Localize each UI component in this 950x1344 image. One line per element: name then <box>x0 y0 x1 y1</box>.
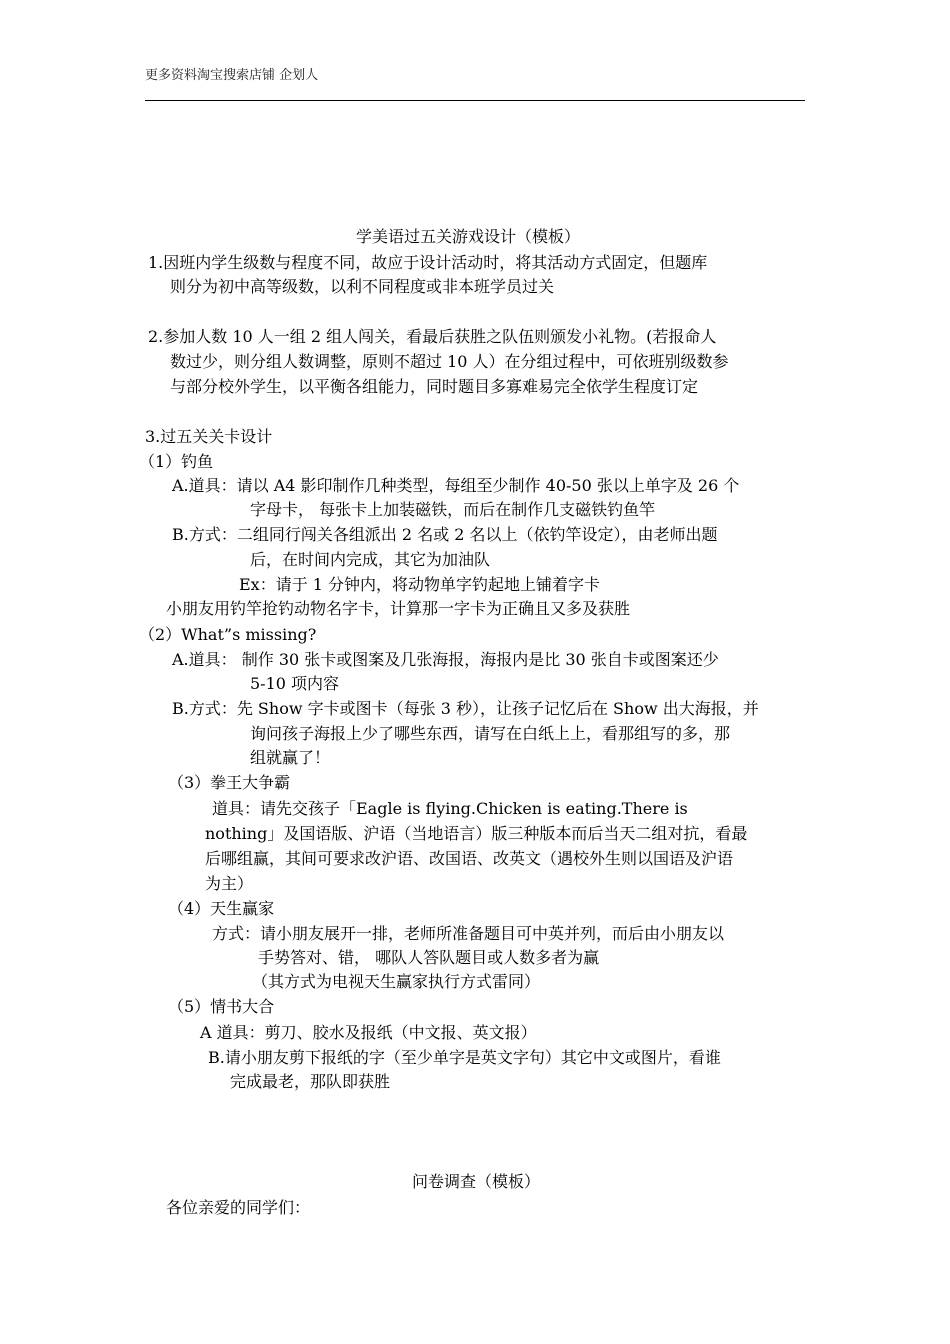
stage-5-props: A 道具：剪刀、胶水及报纸（中文报、英文报） <box>200 1023 537 1042</box>
stage-2-method-line-2: 询问孩子海报上少了哪些东西，请写在白纸上上，看那组写的多，那 <box>250 724 731 743</box>
stage-3-body-line-3: 后哪组赢，其间可要求改沪语、改国语、改英文（遇校外生则以国语及沪语 <box>205 849 734 868</box>
greeting: 各位亲爱的同学们： <box>166 1198 311 1217</box>
stage-3-body-line-4: 为主） <box>205 874 254 893</box>
paragraph-1-line-2: 则分为初中高等级数，以利不同程度或非本班学员过关 <box>170 277 555 296</box>
stage-2-method-line-3: 组就赢了！ <box>250 748 331 767</box>
stage-3-heading: （3）拳王大争霸 <box>168 773 291 792</box>
paragraph-2-line-1: 2.参加人数 10 人一组 2 组人闯关，看最后获胜之队伍则颁发小礼物。(若报命人 <box>148 327 717 346</box>
paragraph-2-line-3: 与部分校外学生，以平衡各组能力，同时题目多寡难易完全依学生程度订定 <box>170 377 699 396</box>
stage-5-method-line-2: 完成最老，那队即获胜 <box>230 1072 391 1091</box>
stage-1-props-line-2: 字母卡， 每张卡上加装磁铁，而后在制作几支磁铁钓鱼竿 <box>250 500 656 519</box>
stage-4-heading: （4）天生赢家 <box>168 899 275 918</box>
stage-2-props-line-2: 5-10 项内容 <box>250 674 340 693</box>
stage-1-method-line-2: 后，在时间内完成，其它为加油队 <box>250 550 491 569</box>
stage-3-body-line-1: 道具：请先交孩子「Eagle is flying.Chicken is eating.There is <box>212 799 688 818</box>
stage-2-method-line-1: B.方式：先 Show 字卡或图卡（每张 3 秒），让孩子记忆后在 Show 出大海报，并 <box>172 699 759 718</box>
paragraph-2-line-2: 数过少，则分组人数调整，原则不超过 10 人）在分组过程中，可依班别级数参 <box>170 352 729 371</box>
stage-1-example: Ex：请于 1 分钟内，将动物单字钓起地上铺着字卡 <box>239 575 601 594</box>
stage-1-props-line-1: A.道具：请以 A4 影印制作几种类型，每组至少制作 40-50 张以上单字及 26 个 <box>172 476 740 495</box>
stage-1-heading: （1）钓鱼 <box>139 452 214 471</box>
stage-5-heading: （5）情书大合 <box>168 997 275 1016</box>
stage-2-heading: （2）What”s missing? <box>139 625 317 644</box>
document-title: 学美语过五关游戏设计（模板） <box>356 227 581 246</box>
stage-2-props-line-1: A.道具： 制作 30 张卡或图案及几张海报，海报内是比 30 张自卡或图案还少 <box>172 650 719 669</box>
section-3-heading: 3.过五关关卡设计 <box>145 427 273 446</box>
stage-3-body-line-2: nothing」及国语版、沪语（当地语言）版三种版本而后当天二组对抗，看最 <box>205 824 748 843</box>
stage-4-body-line-3: （其方式为电视天生赢家执行方式雷同） <box>252 972 541 991</box>
header-rule <box>145 100 805 101</box>
stage-4-body-line-1: 方式：请小朋友展开一排，老师所准备题目可中英并列，而后由小朋友以 <box>212 924 725 943</box>
stage-4-body-line-2: 手势答对、错， 哪队人答队题目或人数多者为赢 <box>258 948 600 967</box>
survey-title: 问卷调查（模板） <box>412 1172 541 1191</box>
stage-5-method-line-1: B.请小朋友剪下报纸的字（至少单字是英文字句）其它中文或图片，看谁 <box>208 1048 721 1067</box>
paragraph-1-line-1: 1.因班内学生级数与程度不同，故应于设计活动时，将其活动方式固定，但题库 <box>148 253 708 272</box>
stage-1-note: 小朋友用钓竿抢钓动物名字卡，计算那一字卡为正确且又多及获胜 <box>166 599 631 618</box>
stage-1-method-line-1: B.方式：二组同行闯关各组派出 2 名或 2 名以上（依钓竿设定），由老师出题 <box>172 525 718 544</box>
page-header: 更多资料淘宝搜索店铺 企划人 <box>145 68 319 83</box>
